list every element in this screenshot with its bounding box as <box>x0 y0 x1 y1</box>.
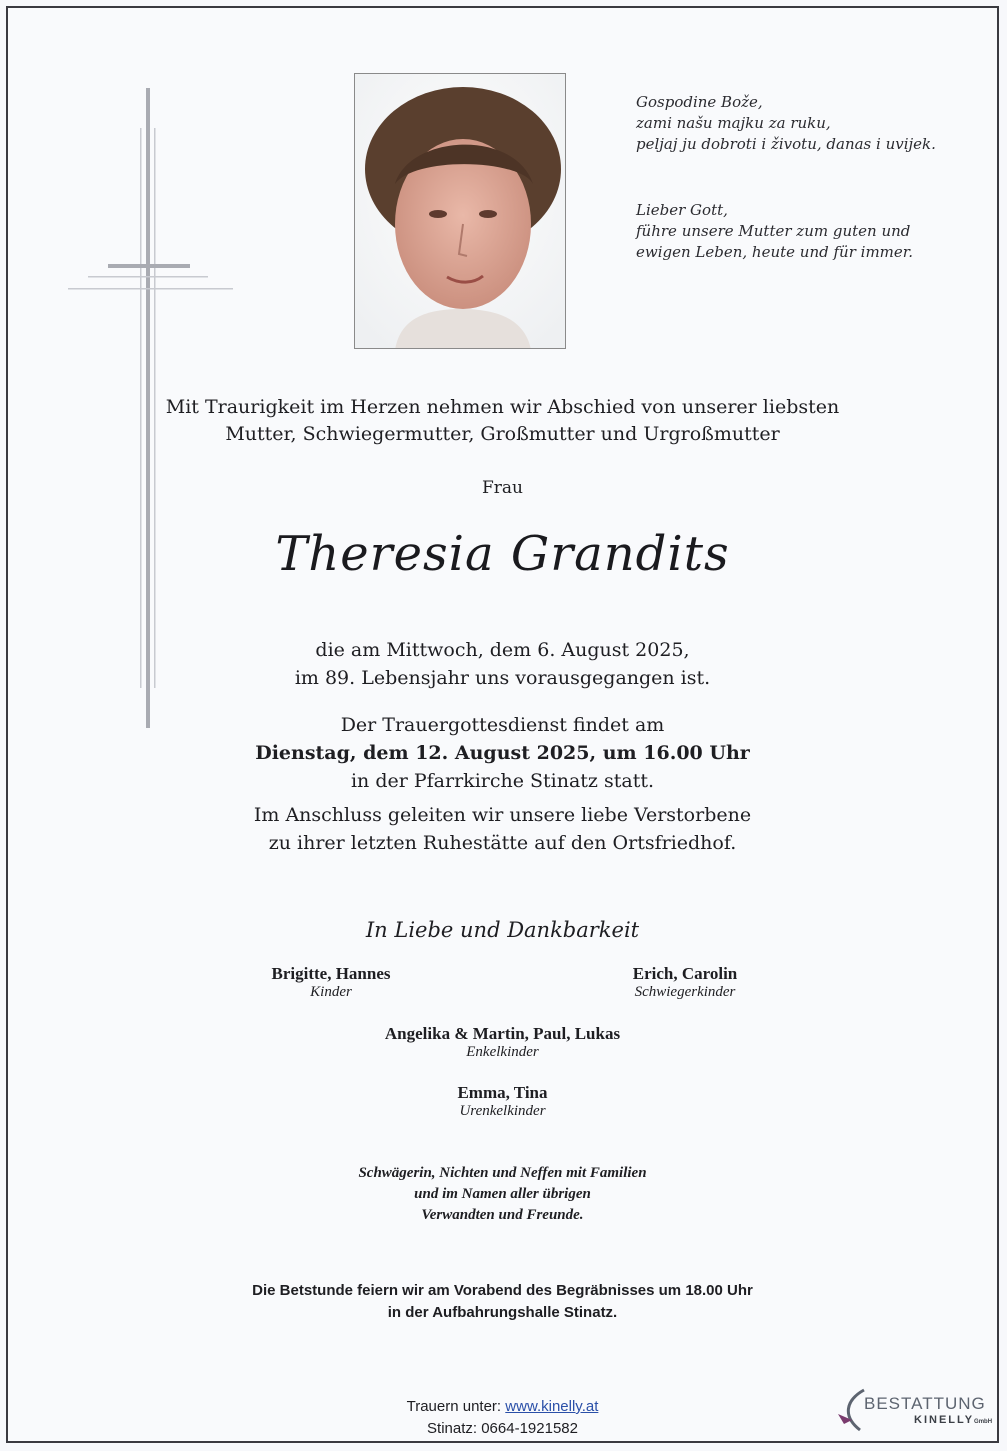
family-relation: Kinder <box>310 984 352 1000</box>
family-names: Erich, Carolin <box>632 964 738 983</box>
prayer-line: in der Aufbahrungshalle Stinatz. <box>387 1304 618 1321</box>
family-names: Brigitte, Hannes <box>271 964 391 983</box>
verse-line: peljaj ju dobroti i životu, danas i uvijek. <box>636 135 936 153</box>
family-names: Emma, Tina <box>457 1083 548 1102</box>
verse-line: ewigen Leben, heute und für immer. <box>636 243 914 261</box>
extended-line: Schwägerin, Nichten und Neffen mit Familien <box>358 1165 647 1181</box>
family-group-grandchildren <box>8 1024 997 1061</box>
verse-croatian <box>636 92 936 155</box>
logo-line1: BESTATTUNG <box>864 1394 986 1413</box>
family-relation: Enkelkinder <box>466 1044 539 1060</box>
family-group-great-grandchildren <box>8 1083 997 1120</box>
family-relation: Urenkelkinder <box>459 1103 546 1119</box>
prayer-line: Die Betstunde feiern wir am Vorabend des Begräbnisses um 18.00 Uhr <box>252 1282 753 1299</box>
contact-phone: Stinatz: 0664-1921582 <box>427 1420 578 1437</box>
contact-label: Trauern unter: <box>406 1398 502 1415</box>
extended-line: und im Namen aller übrigen <box>414 1186 591 1202</box>
burial-line: zu ihrer letzten Ruhestätte auf den Ortsfriedhof. <box>268 832 737 854</box>
family-names: Angelika & Martin, Paul, Lukas <box>384 1024 621 1043</box>
prayer-notice <box>8 1280 997 1324</box>
deceased-name: Theresia Grandits <box>275 526 730 582</box>
verse-german <box>636 200 913 263</box>
intro-text <box>8 394 997 448</box>
service-line: in der Pfarrkirche Stinatz statt. <box>350 770 655 792</box>
death-line: die am Mittwoch, dem 6. August 2025, <box>315 639 690 661</box>
family-group-children-in-law <box>600 964 770 1001</box>
burial-info <box>8 801 997 857</box>
intro-line: Mit Traurigkeit im Herzen nehmen wir Abschied von unserer liebsten <box>165 396 840 418</box>
portrait-photo <box>354 73 566 349</box>
family-relation: Schwiegerkinder <box>634 984 736 1000</box>
extended-family <box>8 1163 997 1226</box>
service-info <box>8 711 997 795</box>
family-group-children <box>246 964 416 1001</box>
extended-line: Verwandten und Freunde. <box>421 1207 584 1223</box>
verse-line: Lieber Gott, <box>636 201 728 219</box>
verse-line: zami našu majku za ruku, <box>636 114 831 132</box>
salutation: Frau <box>481 478 523 498</box>
verse-line: Gospodine Bože, <box>636 93 763 111</box>
notice-frame <box>6 6 999 1443</box>
death-notice <box>8 636 997 692</box>
verse-line: führe unsere Mutter zum guten und <box>636 222 911 240</box>
intro-line: Mutter, Schwiegermutter, Großmutter und Urgroßmutter <box>225 423 780 445</box>
closing-phrase: In Liebe und Dankbarkeit <box>365 918 640 942</box>
service-line: Der Trauergottesdienst findet am <box>340 714 665 736</box>
website-link[interactable]: www.kinelly.at <box>505 1398 599 1415</box>
funeral-home-logo <box>834 1386 993 1434</box>
logo-line2: KINELLYGmbH <box>914 1414 993 1426</box>
burial-line: Im Anschluss geleiten wir unsere liebe Verstorbene <box>253 804 752 826</box>
service-date: Dienstag, dem 12. August 2025, um 16.00 Uhr <box>255 742 750 764</box>
death-line: im 89. Lebensjahr uns vorausgegangen ist. <box>294 667 711 689</box>
